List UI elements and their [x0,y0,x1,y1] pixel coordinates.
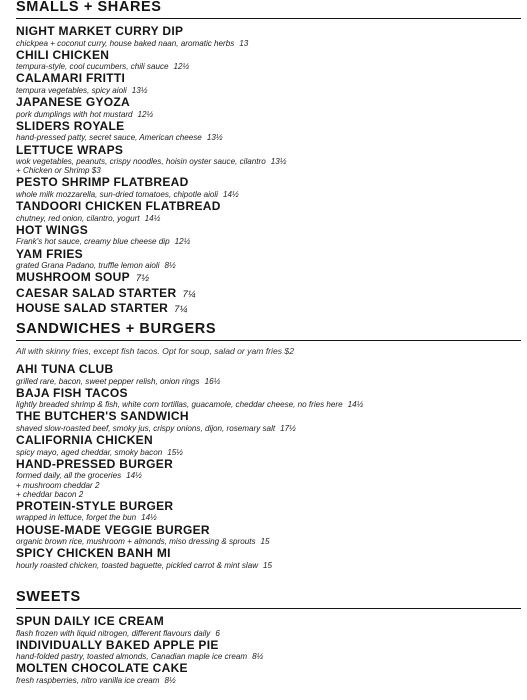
item-description: grilled rare, bacon, sweet pepper relish, onion rings [16,376,200,386]
section-divider [16,18,521,19]
item-name: TANDOORI CHICKEN FLATBREAD [16,199,221,214]
menu-item [16,48,521,72]
item-description: flash frozen with liquid nitrogen, different flavours daily [16,628,211,638]
item-description: tempura-style, cool cucumbers, chili sauce [16,62,169,72]
item-price: 8½ [164,675,176,685]
item-name: SPICY CHICKEN BANH MI [16,546,171,561]
item-name: HOUSE SALAD STARTER [16,301,169,316]
item-addon: + mushroom cheddar 2 [16,480,100,490]
item-price: 8½ [164,261,176,271]
item-description: lightly breaded shrimp & fish, white corn tortillas, guacamole, cheddar cheese, no fries here [16,400,343,410]
item-name: AHI TUNA CLUB [16,362,114,376]
item-description: tempura vegetables, spicy aioli [16,85,127,95]
item-description: wok vegetables, peanuts, crispy noodles, hoisin oyster sauce, cilantro [16,157,266,167]
item-description: hourly roasted chicken, toasted baguette, pickled carrot & mint slaw [16,560,259,570]
menu-item [16,546,521,570]
item-description: hand-folded pastry, toasted almonds, Canadian maple ice cream [16,652,248,662]
item-name: SLIDERS ROYALE [16,118,125,133]
item-name: HOT WINGS [16,222,89,237]
menu-item [16,270,521,286]
item-price: 15½ [167,447,183,457]
item-addon: + Chicken or Shrimp $3 [16,166,101,176]
item-description: whole milk mozzarella, sun-dried tomatoes, chipotle aioli [16,189,218,199]
item-description: wrapped in lettuce, forget the bun [16,513,137,523]
menu-item [16,433,521,457]
menu-item [16,119,521,143]
menu-item [16,661,521,685]
menu-item [16,523,521,547]
item-description: formed daily, all the groceries [16,471,122,481]
item-price: 14½ [347,400,364,410]
section-sweets [16,589,521,685]
menu-item [16,223,521,247]
item-description: shaved slow-roasted beef, smoky jus, crispy onions, dijon, rosemary salt [16,423,276,433]
item-name: YAM FRIES [16,246,83,261]
menu-item [16,199,521,223]
item-description: chickpea + coconut curry, house baked naan, aromatic herbs [16,38,235,48]
item-name: CALAMARI FRITTI [16,71,126,86]
menu-item [16,247,521,271]
item-name: CALIFORNIA CHICKEN [16,433,153,448]
menu-item [16,95,521,119]
menu-item [16,457,521,499]
item-name: BAJA FISH TACOS [16,385,128,400]
menu-item [16,175,521,199]
item-price: 15 [263,560,273,570]
menu-item [16,362,521,386]
menu-item [16,499,521,523]
item-description: hand-pressed patty, secret sauce, American cheese [16,133,202,143]
menu-item [16,614,521,638]
item-description: organic brown rice, mushroom + almonds, miso dressing & sprouts [16,537,256,547]
item-name: INDIVIDUALLY BAKED APPLE PIE [16,637,219,652]
menu-item [16,386,521,410]
item-price: 12½ [137,109,154,119]
item-price: 15 [260,537,270,547]
item-price: 14½ [144,213,161,223]
item-price: 14½ [141,513,157,523]
item-price: 13½ [270,157,287,167]
item-description: fresh raspberries, nitro vanilla ice cream [16,675,160,685]
item-price: 16½ [204,376,221,386]
item-name: JAPANESE GYOZA [16,95,130,110]
item-price: 7¼ [182,288,196,300]
item-name: PESTO SHRIMP FLATBREAD [16,175,189,190]
item-price: 14½ [126,471,142,481]
item-price: 12½ [174,237,191,247]
item-name: MUSHROOM SOUP [16,270,130,285]
section-divider [16,340,521,341]
item-description: grated Grana Padano, truffle lemon aioli [16,261,160,271]
menu-item [16,143,521,176]
item-price: 6 [215,628,220,638]
item-price: 13 [239,38,249,48]
item-name: PROTEIN-STYLE BURGER [16,498,174,513]
item-name: HAND-PRESSED BURGER [16,456,174,471]
section-divider [16,608,521,609]
item-name: NIGHT MARKET CURRY DIP [16,24,184,38]
menu-item [16,301,521,317]
menu-item [16,638,521,662]
item-price: 14½ [222,189,239,199]
item-price: 8½ [252,652,264,662]
section-sandwiches-burgers [16,321,521,570]
item-description: Frank's hot sauce, creamy blue cheese dip [16,237,170,247]
menu-item [16,24,521,48]
item-price: 12½ [173,62,190,72]
item-price: 13½ [206,133,223,143]
item-price: 17½ [280,423,296,433]
section-title: SWEETS [16,589,81,605]
section-title: SANDWICHES + BURGERS [16,321,217,337]
item-name: MOLTEN CHOCOLATE CAKE [16,661,188,676]
item-name: LETTUCE WRAPS [16,142,124,157]
item-addon: + cheddar bacon 2 [16,489,84,499]
item-name: CHILI CHICKEN [16,47,110,62]
menu-item [16,286,521,302]
item-name: SPUN DAILY ICE CREAM [16,614,165,628]
item-name: CAESAR SALAD STARTER [16,285,177,300]
menu-item [16,409,521,433]
section-title: SMALLS + SHARES [16,0,162,15]
item-description: pork dumplings with hot mustard [16,109,133,119]
item-name: HOUSE-MADE VEGGIE BURGER [16,522,210,537]
item-description: chutney, red onion, cilantro, yogurt [16,213,140,223]
item-price: 7½ [135,273,150,285]
item-name: THE BUTCHER'S SANDWICH [16,409,189,424]
section-note: All with skinny fries, except fish tacos. Opt for soup, salad or yam fries $2 [16,346,294,356]
menu-item [16,71,521,95]
section-smalls-shares [16,0,521,317]
item-price: 13½ [131,85,148,95]
item-description: spicy mayo, aged cheddar, smoky bacon [16,447,163,457]
item-price: 7¼ [174,304,188,316]
